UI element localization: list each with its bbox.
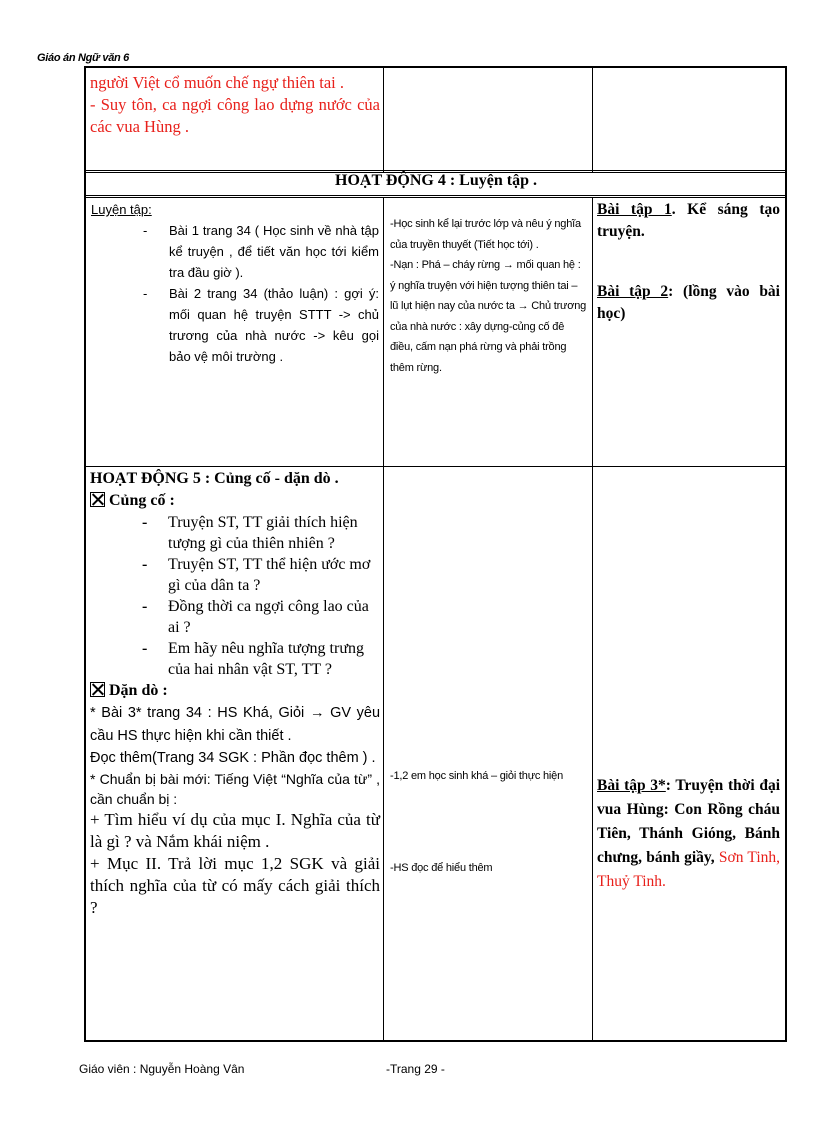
activity4-right — [597, 199, 780, 325]
cungco-item: - Truyện ST, TT thể hiện ước mơ gì của dân ta ? — [90, 554, 380, 596]
checkbox-icon — [90, 492, 105, 507]
activity5-mid-p1: -1,2 em học sinh khá – giỏi thực hiện — [390, 770, 564, 782]
exercise-2 — [597, 281, 780, 325]
exercise-3-text: : Truyện thời đại vua Hùng: Con Rồng cháu Tiên, Thánh Gióng, Bánh chưng, bánh giầy, — [597, 777, 780, 866]
col-divider-4 — [592, 197, 593, 1042]
arrow-icon: → — [517, 300, 529, 312]
exercise-1-label: Bài tập 1 — [597, 201, 672, 218]
activity4-left — [91, 199, 379, 367]
exercise-3-label: Bài tập 3* — [597, 777, 666, 794]
col-divider-1 — [383, 68, 384, 172]
activity4-left-item: - Bài 1 trang 34 ( Học sinh về nhà tập kể truyện , để tiết văn học tới kiểm tra đầu giờ ). — [91, 220, 379, 283]
col-divider-3 — [383, 197, 384, 1042]
activity4-mid-p2c: Chủ trương của nhà nước : xây dựng-củng cố đê điều, cấm nạn phá rừng và phải trồng thêm rừng. — [390, 300, 587, 374]
activity5-left — [90, 468, 380, 919]
activity5-mid-p2: -HS đọc để hiểu thêm — [390, 862, 493, 874]
lesson-table — [84, 66, 787, 1042]
cungco-heading — [90, 490, 380, 512]
activity4-mid-p2b: mối quan hệ : ý nghĩa truyện với hiện tượng thiên tai – lũ lụt hiện nay của nước ta — [390, 259, 581, 312]
footer-teacher: Giáo viên : Nguyễn Hoàng Vân — [79, 1062, 245, 1076]
row-divider-5 — [86, 466, 786, 467]
dando-p2: Đọc thêm(Trang 34 SGK : Phần đọc thêm ) . — [90, 750, 376, 766]
exercise-1 — [597, 199, 780, 243]
dando-p5: + Mục II. Trả lời mục 1,2 SGK và giải thích nghĩa của từ có mấy cách giải thích ? — [90, 854, 380, 917]
row-divider-4 — [86, 197, 786, 198]
arrow-icon: → — [309, 705, 325, 721]
exercise-1-text: . Kể sáng tạo truyện. — [597, 201, 781, 240]
cungco-item: - Đồng thời ca ngợi công lao của ai ? — [90, 596, 380, 638]
activity4-left-item: - Bài 2 trang 34 (thảo luận) : gợi ý: mối quan hệ truyện STTT -> chủ trương của nhà nước -> kêu gọi bảo vệ môi trường . — [91, 283, 379, 367]
cungco-label: Củng cố : — [109, 492, 175, 509]
row1-line2: - Suy tôn, ca ngợi công lao dựng nước của các vua Hùng . — [90, 95, 380, 136]
activity4-mid-p1: -Học sinh kể lại trước lớp và nêu ý nghĩa của truyền thuyết (Tiết học tới) . — [390, 218, 581, 251]
row1-line1: người Việt cổ muốn chế ngự thiên tai . — [90, 73, 344, 92]
arrow-icon: → — [502, 259, 514, 271]
activity4-mid — [390, 214, 588, 378]
activity4-left-heading: Luyện tập: — [91, 202, 152, 217]
activity5-right — [597, 774, 780, 894]
cungco-item: - Em hãy nêu nghĩa tượng trưng của hai nhân vật ST, TT ? — [90, 638, 380, 680]
dando-p4: + Tìm hiểu ví dụ của mục I. Nghĩa của từ là gì ? và Nắm khái niệm . — [90, 810, 380, 851]
row-divider-3 — [86, 195, 786, 196]
activity5-title: HOẠT ĐỘNG 5 : Củng cố - dặn dò . — [90, 470, 339, 487]
activity4-mid-p2 — [390, 255, 588, 378]
dando-p3: * Chuẩn bị bài mới: Tiếng Việt “Nghĩa của từ” , cần chuẩn bị : — [90, 771, 380, 807]
row-divider-1 — [86, 170, 786, 171]
exercise-2-text: : (lồng vào bài học) — [597, 283, 780, 322]
activity4-title: HOẠT ĐỘNG 4 : Luyện tập . — [335, 172, 537, 189]
dando-p1b: GV yêu cầu HS thực hiện khi cần thiết . — [90, 705, 381, 744]
dando-p1a: * Bài 3* trang 34 : HS Khá, Giỏi — [90, 705, 305, 721]
col-divider-2 — [592, 68, 593, 172]
footer-page: -Trang 29 - — [386, 1062, 445, 1076]
exercise-3-red: Sơn Tinh, Thuỷ Tinh. — [597, 849, 780, 890]
dando-heading — [90, 680, 380, 702]
header-title: Giáo án Ngữ văn 6 — [37, 52, 129, 64]
checkbox-icon — [90, 682, 105, 697]
row1-text — [90, 72, 380, 138]
dando-p1 — [90, 702, 380, 748]
dando-label: Dặn dò : — [109, 682, 168, 699]
exercise-2-label: Bài tập 2 — [597, 283, 669, 300]
activity4-mid-p2a: -Nạn : Phá – cháy rừng — [390, 259, 500, 271]
cungco-item: - Truyện ST, TT giải thích hiện tượng gì của thiên nhiên ? — [90, 512, 380, 554]
